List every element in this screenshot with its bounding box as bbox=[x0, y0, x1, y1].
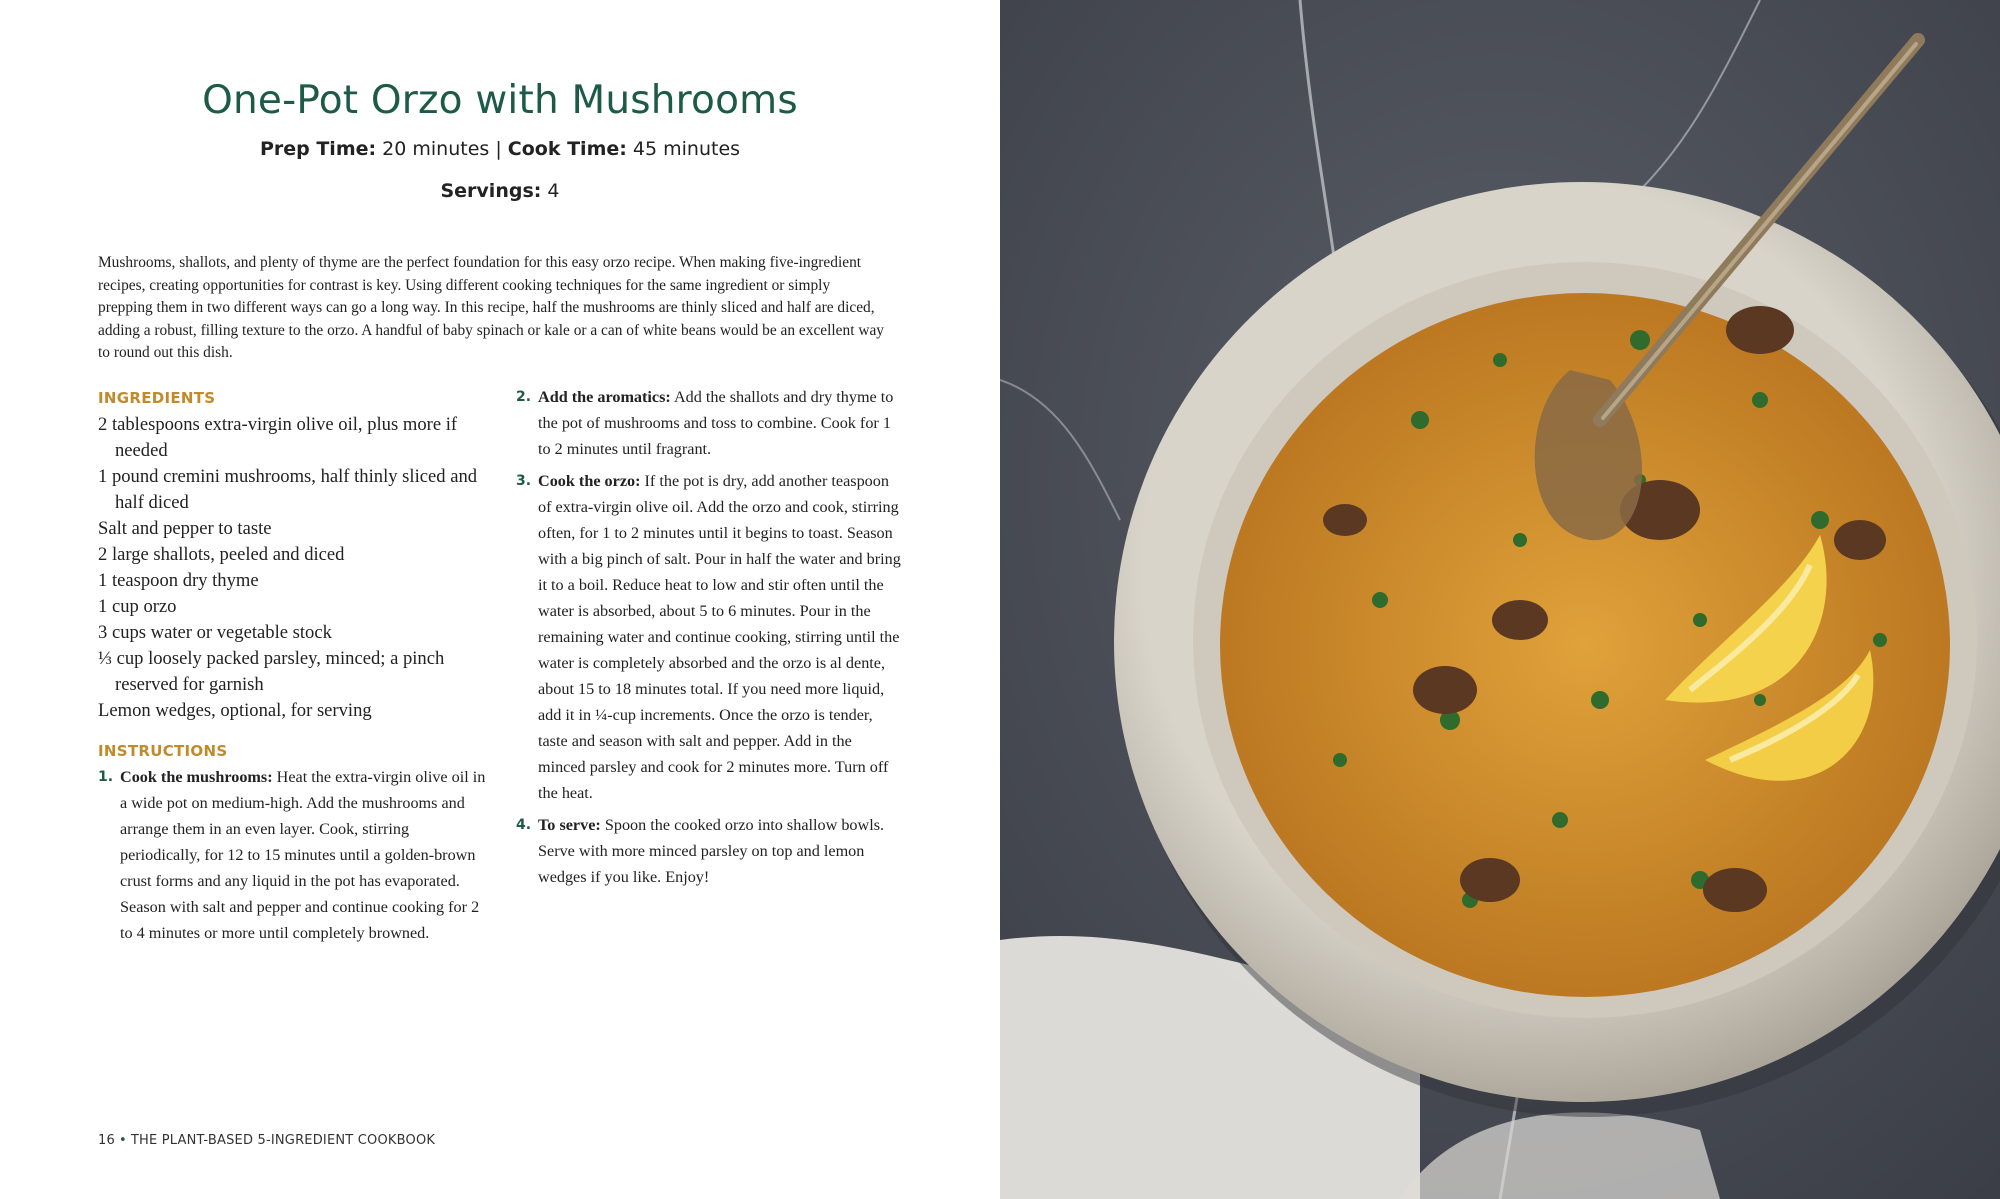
list-item: Lemon wedges, optional, for serving bbox=[98, 700, 372, 721]
step-lead: Cook the orzo: bbox=[538, 472, 641, 490]
instructions-heading: INSTRUCTIONS bbox=[98, 742, 228, 760]
ingredients-heading: INGREDIENTS bbox=[98, 389, 216, 407]
servings-value: 4 bbox=[547, 180, 560, 202]
instruction-step-4 bbox=[516, 812, 902, 890]
time-separator: | bbox=[495, 138, 502, 160]
step-number: 4. bbox=[516, 817, 532, 833]
cook-time-label: Cook Time: bbox=[507, 138, 627, 160]
instruction-step-1 bbox=[98, 764, 488, 946]
orzo-bowl-illustration bbox=[1000, 0, 2000, 1199]
step-text: If the pot is dry, add another teaspoon of extra-virgin olive oil. Add the orzo and cook, stirring often, for 1 to 2 minutes until it begins to toast. Season with a big pinch of salt. Pour in half the water and bring it to a boil. Reduce heat to low and stir often until the water is absorbed, about 5 to 6 minutes. Pour in the remaining water and continue cooking, stirring until the water is completely absorbed and the orzo is al dente, about 15 to 18 minutes total. If you need more liquid, add it in ¼-cup increments. Once the orzo is tender, taste and season with salt and pepper. Add in the minced parsley and cook for 2 minutes more. Turn off the heat. bbox=[538, 472, 901, 802]
instruction-step-3 bbox=[516, 468, 902, 806]
step-lead: Add the aromatics: bbox=[538, 388, 671, 406]
step-number: 3. bbox=[516, 473, 532, 489]
list-item: 1 cup orzo bbox=[98, 596, 177, 617]
recipe-title: One-Pot Orzo with Mushrooms bbox=[202, 78, 798, 123]
time-info bbox=[0, 138, 1000, 160]
list-item: 1 teaspoon dry thyme bbox=[98, 570, 259, 591]
step-text: Heat the extra-virgin olive oil in a wide pot on medium-high. Add the mushrooms and arrange them in an even layer. Cook, stirring periodically, for 12 to 15 minutes until a golden-brown crust forms and any liquid in the pot has evaporated. Season with salt and pepper and continue cooking for 2 to 4 minutes or more until completely browned. bbox=[120, 768, 486, 942]
step-text: Spoon the cooked orzo into shallow bowls. Serve with more minced parsley on top and lemon wedges if you like. Enjoy! bbox=[538, 816, 885, 886]
bullet-icon: • bbox=[118, 1133, 127, 1148]
ingredients-list bbox=[98, 412, 498, 724]
dish-photo bbox=[1000, 0, 2000, 1199]
page-number: 16 bbox=[98, 1133, 115, 1148]
list-item: 2 tablespoons extra-virgin olive oil, plus more if needed bbox=[98, 414, 458, 461]
servings-label: Servings: bbox=[440, 180, 542, 202]
list-item: ⅓ cup loosely packed parsley, minced; a pinch reserved for garnish bbox=[98, 648, 445, 695]
list-item: 3 cups water or vegetable stock bbox=[98, 622, 332, 643]
list-item: 2 large shallots, peeled and diced bbox=[98, 544, 345, 565]
step-number: 2. bbox=[516, 389, 532, 405]
step-number: 1. bbox=[98, 769, 114, 785]
prep-time-value: 20 minutes bbox=[382, 138, 490, 160]
page-footer bbox=[98, 1133, 435, 1148]
step-text: Add the shallots and dry thyme to the pot of mushrooms and toss to combine. Cook for 1 to 2 minutes until fragrant. bbox=[538, 388, 894, 458]
instructions-list-col1 bbox=[98, 764, 488, 952]
book-title: THE PLANT-BASED 5-INGREDIENT COOKBOOK bbox=[130, 1133, 436, 1148]
cook-time-value: 45 minutes bbox=[632, 138, 741, 160]
prep-time-label: Prep Time: bbox=[259, 138, 377, 160]
instruction-step-2 bbox=[516, 384, 902, 462]
step-lead: To serve: bbox=[538, 816, 601, 834]
servings-info bbox=[0, 180, 1000, 202]
instructions-list-col2 bbox=[516, 384, 902, 896]
list-item: 1 pound cremini mushrooms, half thinly sliced and half diced bbox=[98, 466, 478, 513]
step-lead: Cook the mushrooms: bbox=[120, 768, 273, 786]
list-item: Salt and pepper to taste bbox=[98, 518, 272, 539]
recipe-intro: Mushrooms, shallots, and plenty of thyme are the perfect foundation for this easy orzo recipe. When making five-ingredient recipes, creating opportunities for contrast is key. Using different cooking techniques for the same ingredient or simply prepping them in two different ways can go a long way. In this recipe, half the mushrooms are thinly sliced and half are diced, adding a robust, filling texture to the orzo. A handful of baby spinach or kale or a can of white beans would be an excellent way to round out this dish. bbox=[98, 254, 884, 361]
